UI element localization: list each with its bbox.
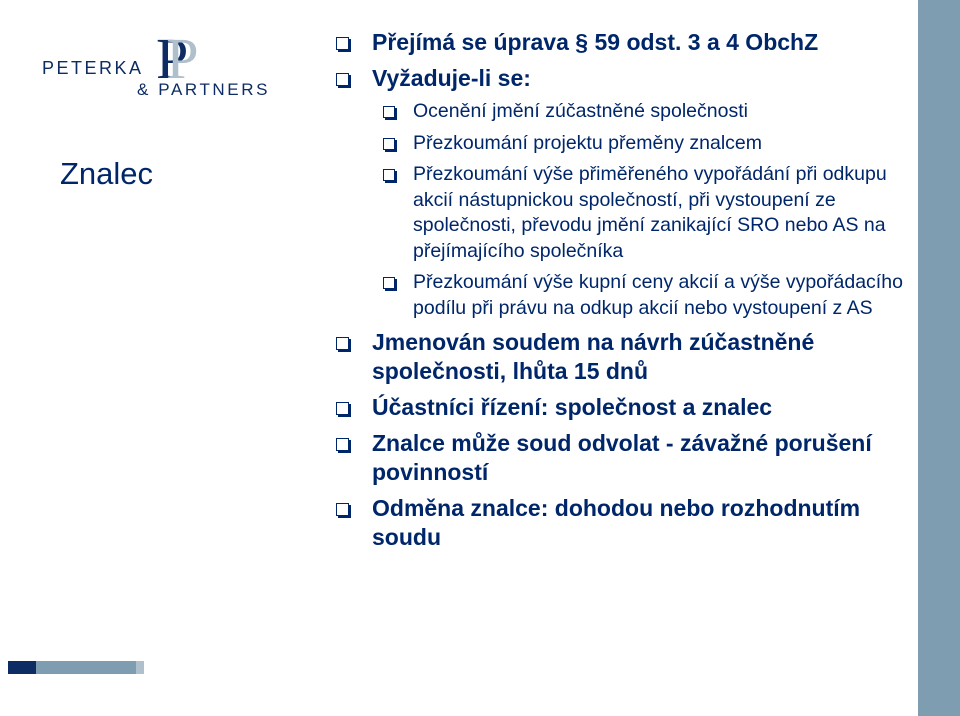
slide-side-title: Znalec [60,156,154,191]
checkbox-bullet-icon [383,138,395,150]
bullet-item: Odměna znalce: dohodou nebo rozhodnutím soudu [336,494,908,552]
checkbox-bullet-icon [336,438,349,451]
bullet-list [336,28,908,552]
logo-line-2: & PARTNERS [137,80,271,99]
logo-monogram: PP [156,26,177,91]
strip-segment-dark [8,661,36,674]
checkbox-bullet-icon [336,503,349,516]
sub-bullet-item: Přezkoumání výše kupní ceny akcií a výše vypořádacího podílu při právu na odkup akcií nebo vystoupení z AS [336,270,908,321]
bullet-item: Znalce může soud odvolat - závažné porušení povinností [336,429,908,487]
right-decorative-bar [918,0,960,716]
bullet-item: Vyžaduje-li se: [336,64,908,93]
bullet-item: Přejímá se úprava § 59 odst. 3 a 4 ObchZ [336,28,908,57]
sub-bullet-item: Přezkoumání výše přiměřeného vypořádání při odkupu akcií nástupnickou společností, při vystoupení ze společnosti, převodu jmění zanikající SRO nebo AS na přejímajícího společníka [336,162,908,264]
checkbox-bullet-icon [383,169,395,181]
checkbox-bullet-icon [336,402,349,415]
strip-segment-light [136,661,144,674]
logo-line-1: PETERKA [42,58,144,78]
checkbox-bullet-icon [383,277,395,289]
checkbox-bullet-icon [336,73,349,86]
company-logo [36,26,276,104]
checkbox-bullet-icon [383,106,395,118]
sub-bullet-item: Přezkoumání projektu přeměny znalcem [336,131,908,157]
bullet-item: Účastníci řízení: společnost a znalec [336,393,908,422]
sub-bullet-item: Ocenění jmění zúčastněné společnosti [336,99,908,125]
checkbox-bullet-icon [336,337,349,350]
strip-segment-mid [36,661,136,674]
bullet-item: Jmenován soudem na návrh zúčastněné společnosti, lhůta 15 dnů [336,328,908,386]
checkbox-bullet-icon [336,37,349,50]
